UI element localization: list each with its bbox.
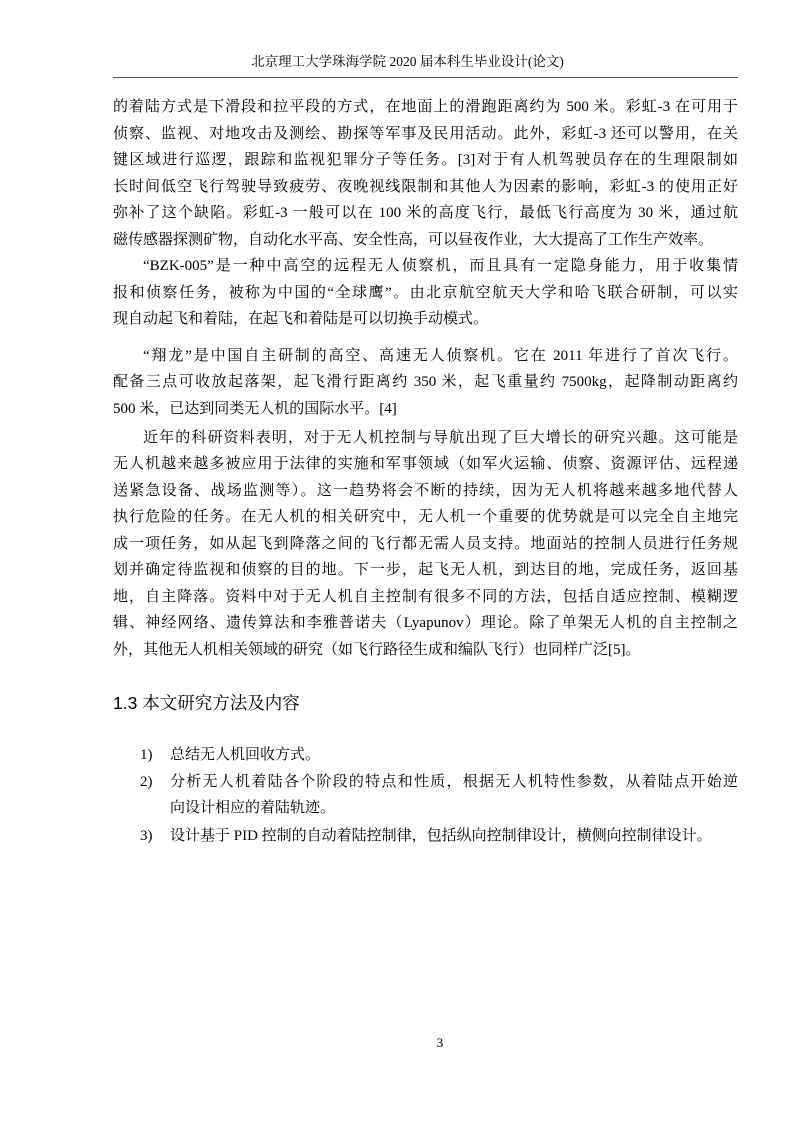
list-item-text: 总结无人机回收方式。	[170, 747, 321, 763]
list-item	[113, 823, 738, 850]
paragraph	[113, 425, 738, 664]
paragraph-line: “翔龙”是中国自主研制的高空、高速无人侦察机。它在 2011 年进行了首次飞行。	[143, 347, 738, 364]
paragraph-line: 的着陆方式是下滑段和拉平段的方式，在地面上的滑跑距离约为 500 米。彩虹-3 在可用于	[113, 99, 738, 115]
paragraph-line: 500 米，已达到同类无人机的国际水平。[4]	[113, 400, 397, 417]
paragraph-line: 执行危险的任务。在无人机的相关研究中，无人机一个重要的优势就是可以完全自主地完	[113, 509, 738, 525]
paragraph	[113, 343, 738, 423]
paragraph	[113, 253, 738, 333]
list-item	[113, 769, 738, 822]
paragraph-line: 外，其他无人机相关领域的研究（如飞行路径生成和编队飞行）也同样广泛[5]。	[113, 641, 641, 658]
list-marker: 2)	[140, 773, 153, 790]
section-heading: 1.3 本文研究方法及内容	[113, 693, 300, 713]
paragraph-line: 送紧急设备、战场监测等）。这一趋势将会不断的持续，因为无人机将越来越多地代替人	[113, 482, 738, 499]
paragraph-line: 弥补了这个缺陷。彩虹-3 一般可以在 100 米的高度飞行，最低飞行高度为 30 米，通过航	[113, 205, 738, 221]
paragraph-line: 无人机越来越多被应用于法律的实施和军事领域（如军火运输、侦察、资源评估、远程递	[113, 456, 738, 472]
list-item-text: 分析无人机着陆各个阶段的特点和性质，根据无人机特性参数，从着陆点开始逆	[170, 773, 738, 790]
list-item	[113, 742, 738, 769]
paragraph-line: 报和侦察任务，被称为中国的“全球鹰”。由北京航空航天大学和哈飞联合研制，可以实	[113, 284, 738, 301]
running-header-title: 北京理工大学珠海学院 2020 届本科生毕业设计(论文)	[251, 54, 564, 69]
body-text	[113, 94, 738, 663]
paragraph-line: 成一项任务，如从起飞到降落之间的飞行都无需人员支持。地面站的控制人员进行任务规	[113, 535, 738, 552]
paragraph-line: 划并确定待监视和侦察的目的地。下一步，起飞无人机，到达目的地，完成任务，返回基	[113, 562, 738, 578]
paragraph-line: 磁传感器探测矿物，自动化水平高、安全性高，可以昼夜作业，大大提高了工作生产效率。	[113, 231, 714, 248]
ordered-list	[113, 742, 738, 849]
page-number: 3	[436, 1035, 444, 1050]
paragraph-line: 配备三点可收放起落架，起飞滑行距离约 350 米，起飞重量约 7500kg，起降制动距离约	[113, 374, 738, 390]
list-marker: 3)	[140, 827, 153, 844]
paragraph-line: 长时间低空飞行驾驶导致疲劳、夜晚视线限制和其他人为因素的影响，彩虹-3 的使用正好	[113, 178, 738, 195]
paragraph-line: 辑、神经网络、遗传算法和李雅普诺夫（Lyapunov）理论。除了单架无人机的自主控制之	[113, 615, 738, 631]
paragraph-line: 现自动起飞和着陆，在起飞和着陆是可以切换手动模式。	[113, 311, 489, 327]
paragraph-line: 地，自主降落。资料中对于无人机自主控制有很多不同的方法，包括自适应控制、模糊逻	[113, 588, 738, 605]
running-header	[113, 50, 738, 78]
paragraph-line: 近年的科研资料表明，对于无人机控制与导航出现了巨大增长的研究兴趣。这可能是	[143, 429, 738, 446]
paragraph-line: 侦察、监视、对地攻击及测绘、勘探等军事及民用活动。此外，彩虹-3 还可以警用，在关	[113, 125, 738, 142]
paragraph	[113, 94, 738, 253]
paragraph-line: 键区域进行巡逻，跟踪和监视犯罪分子等任务。[3]对于有人机驾驶员存在的生理限制如	[113, 152, 738, 168]
list-item-text: 向设计相应的着陆轨迹。	[170, 800, 336, 816]
list-item-text: 设计基于 PID 控制的自动着陆控制律，包括纵向控制律设计，横侧向控制律设计。	[170, 827, 712, 844]
paragraph-line: “BZK-005”是一种中高空的远程无人侦察机，而且具有一定隐身能力，用于收集情	[143, 258, 738, 274]
list-marker: 1)	[140, 747, 153, 763]
